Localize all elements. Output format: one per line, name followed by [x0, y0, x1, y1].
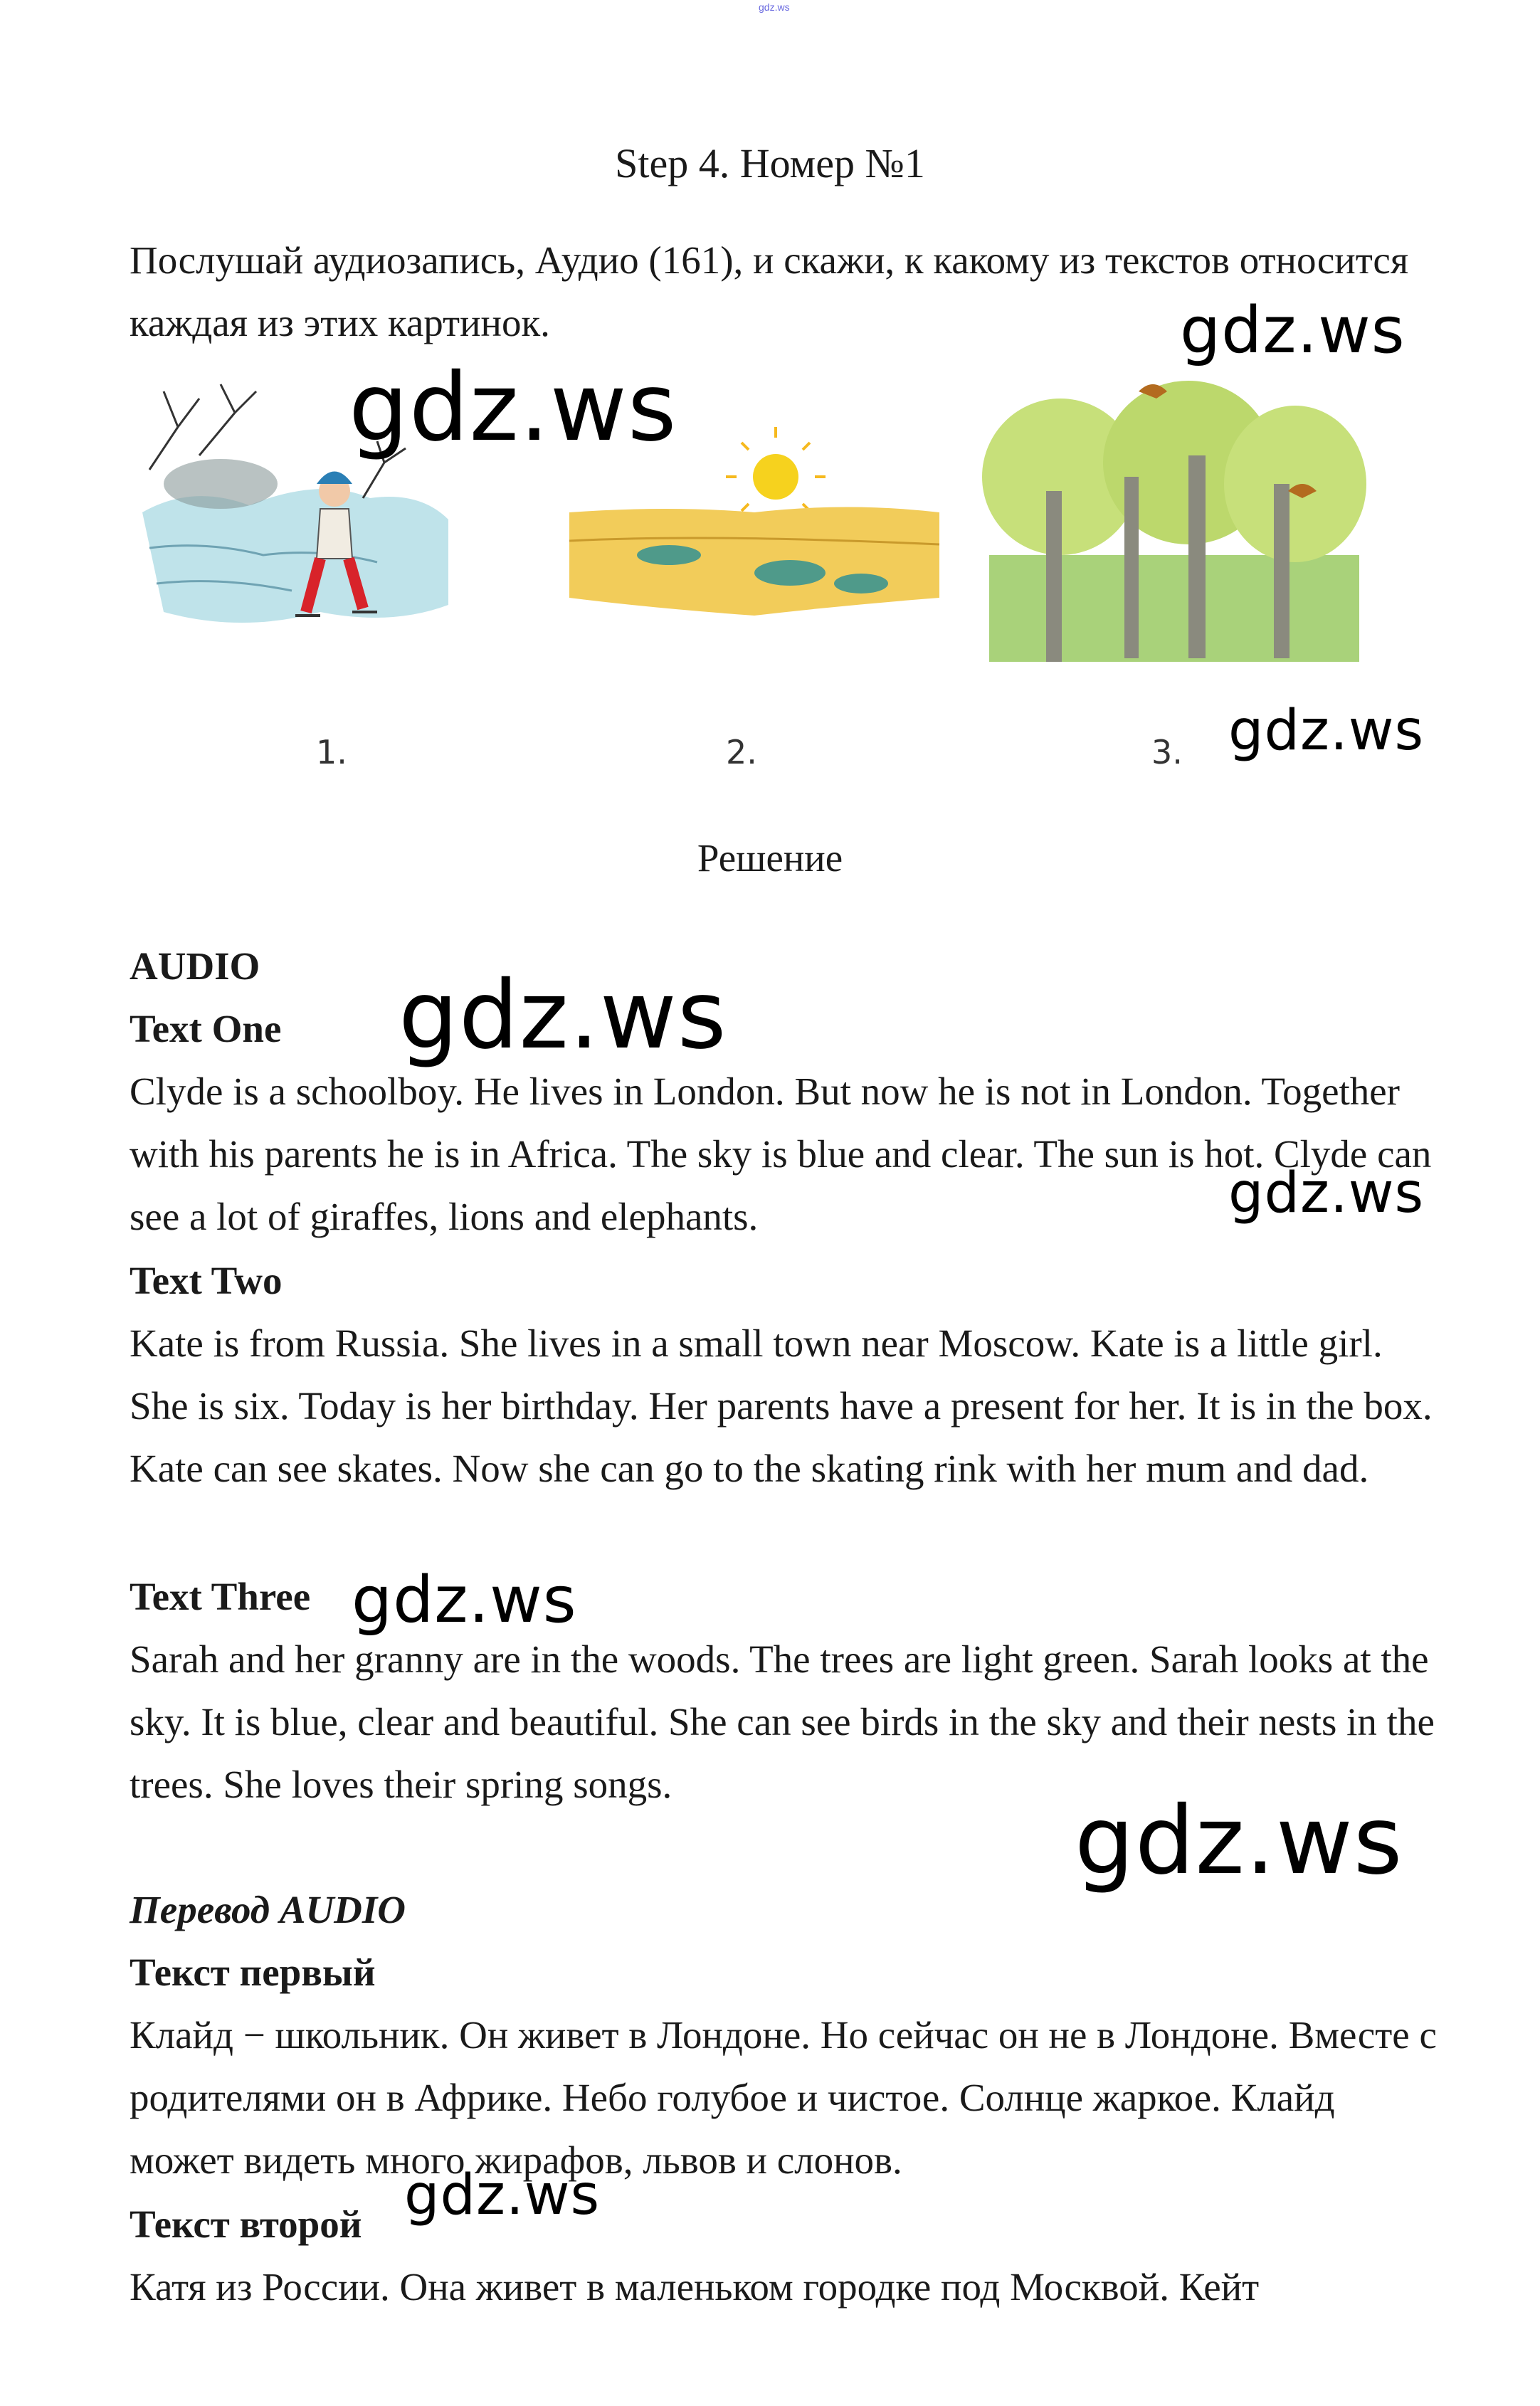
picture-spring-woods	[975, 370, 1373, 683]
intro-text: Послушай аудиозапись, Аудио (161), и скажи, к какому из текстов относится каждая из этих картинок.	[130, 238, 1409, 344]
watermark: gdz.ws	[1228, 699, 1425, 763]
picture-label-3: 3.	[1151, 733, 1183, 771]
watermark: gdz.ws	[352, 1563, 577, 1637]
page-title: Step 4. Номер №1	[615, 140, 925, 186]
watermark: gdz.ws	[399, 961, 727, 1070]
audio-heading: AUDIO	[130, 944, 260, 988]
watermark: gdz.ws	[1075, 1786, 1403, 1896]
translation-text-two-body: Катя из России. Она живет в маленьком городке под Москвой. Кейт	[130, 2265, 1260, 2309]
text-one-body: Clyde is a schoolboy. He lives in London. But now he is not in London. Together with his parents he is in Africa. The sky is blue and clear. The sun is hot. Clyde can see a lot of giraffes, lions and elephants.	[130, 1070, 1432, 1238]
translation-text-two-title: Текст второй	[130, 2202, 362, 2246]
text-two-title: Text Two	[130, 1259, 283, 1302]
watermark: gdz.ws	[1180, 293, 1405, 368]
picture-label-2: 2.	[726, 733, 757, 771]
translation-text-one-body: Клайд − школьник. Он живет в Лондоне. Но сейчас он не в Лондоне. Вместе с родителями он в Африке. Небо голубое и чистое. Солнце жаркое. Клайд может видеть много жирафов, львов и слонов.	[130, 2013, 1437, 2182]
translation-heading: Перевод AUDIO	[130, 1888, 406, 1931]
text-three-body: Sarah and her granny are in the woods. The trees are light green. Sarah looks at the sky. It is blue, clear and beautiful. She can see birds in the sky and their nests in the trees. She loves their spring songs.	[130, 1637, 1435, 1806]
watermark: gdz.ws	[349, 353, 677, 463]
picture-label-1: 1.	[316, 733, 347, 771]
text-one-title: Text One	[130, 1007, 282, 1050]
translation-text-one-title: Текст первый	[130, 1951, 376, 1994]
watermark: gdz.ws	[1228, 1161, 1425, 1225]
text-two-body: Kate is from Russia. She lives in a small town near Moscow. Kate is a little girl. She is six. Today is her birthday. Her parents have a present for her. It is in the box. Kate can see skates. Now she can go to the skating rink with her mum and dad.	[130, 1321, 1433, 1490]
text-three-title: Text Three	[130, 1575, 311, 1618]
header-mark: gdz.ws	[759, 1, 790, 13]
watermark: gdz.ws	[404, 2163, 601, 2227]
solution-label: Решение	[697, 836, 843, 880]
